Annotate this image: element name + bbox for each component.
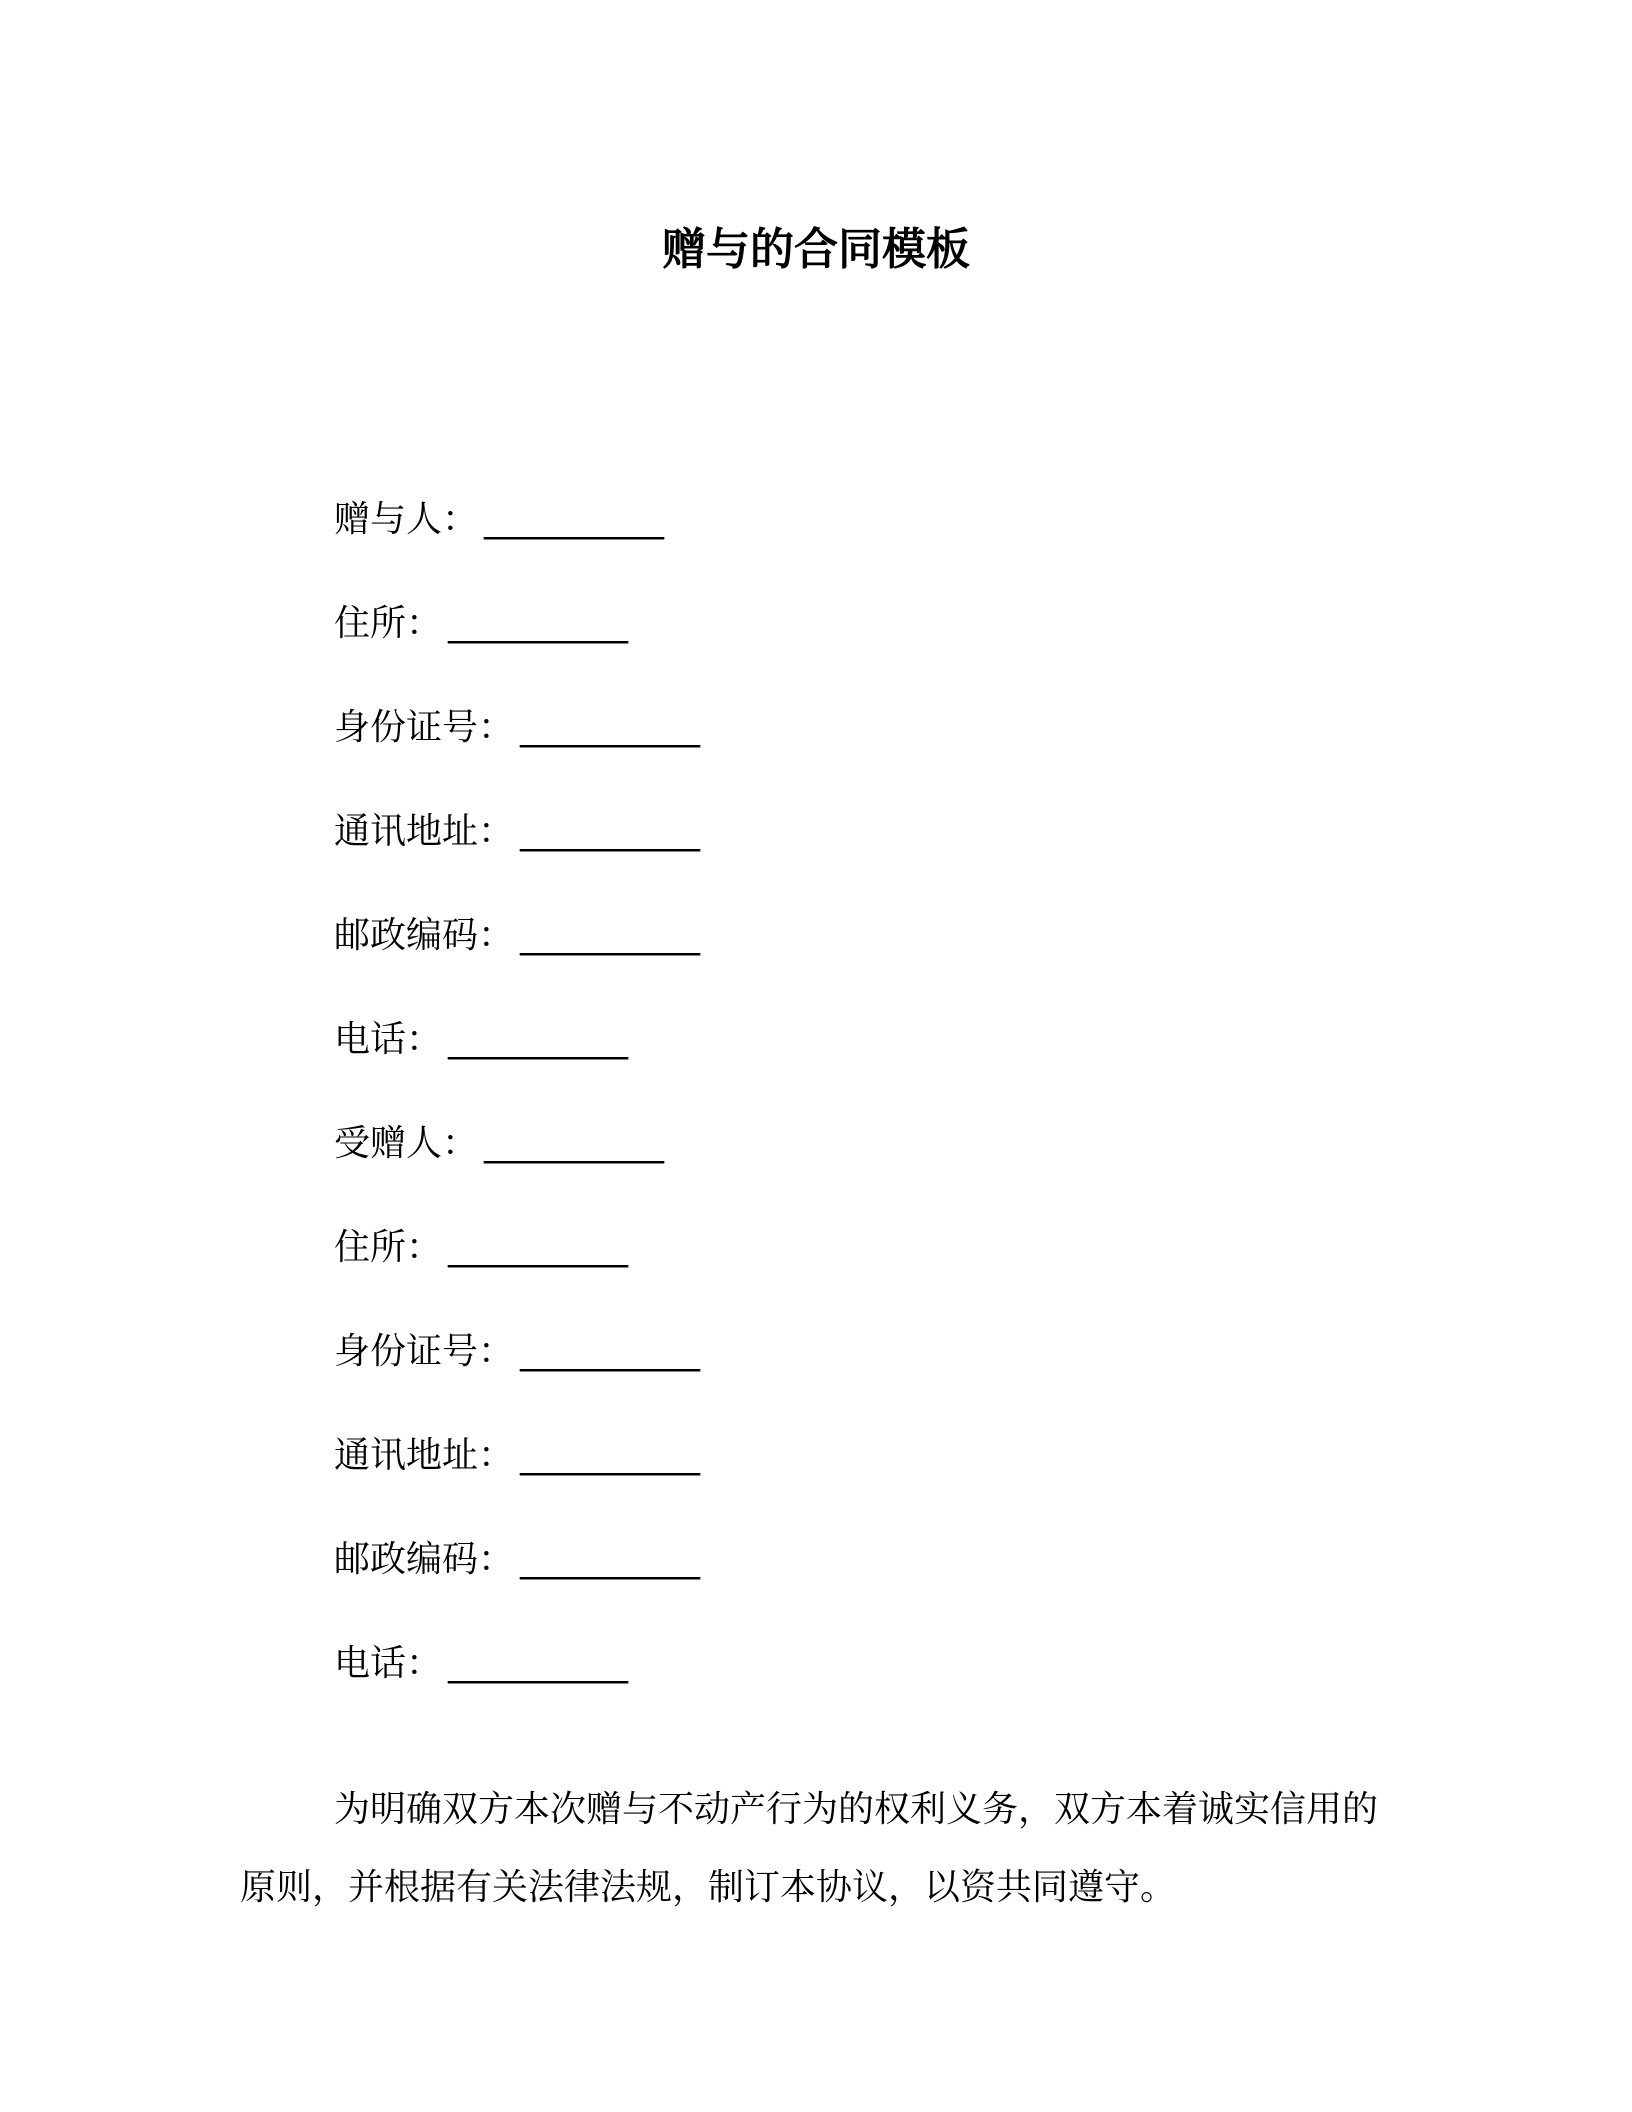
- party-fields: [334, 492, 1434, 1740]
- donor-phone-row: [334, 1012, 1434, 1116]
- fill-in-blank: __________: [520, 811, 701, 852]
- fill-in-blank: __________: [520, 707, 701, 748]
- intro-paragraph: 为明确双方本次赠与不动产行为的权利义务，双方本着诚实信用的原则，并根据有关法律法规，制订本协议，以资共同遵守。: [240, 1789, 1379, 1908]
- field-label: 住所：: [334, 1227, 443, 1268]
- field-label: 受赠人：: [334, 1123, 479, 1164]
- fill-in-blank: __________: [448, 1227, 629, 1268]
- field-label: 身份证号：: [334, 1331, 515, 1372]
- field-label: 电话：: [334, 1643, 443, 1684]
- field-label: 邮政编码：: [334, 1539, 515, 1580]
- donor-id-row: [334, 700, 1434, 804]
- donee-phone-row: [334, 1636, 1434, 1740]
- fill-in-blank: __________: [520, 1539, 701, 1580]
- fill-in-blank: __________: [520, 1331, 701, 1372]
- donee-address-row: [334, 1220, 1434, 1324]
- field-label: 赠与人：: [334, 499, 479, 540]
- field-label: 邮政编码：: [334, 915, 515, 956]
- fill-in-blank: __________: [484, 499, 665, 540]
- donor-name-row: [334, 492, 1434, 596]
- donee-mailing-address-row: [334, 1428, 1434, 1532]
- field-label: 通讯地址：: [334, 1435, 515, 1476]
- fill-in-blank: __________: [484, 1123, 665, 1164]
- field-label: 通讯地址：: [334, 811, 515, 852]
- donee-postcode-row: [334, 1532, 1434, 1636]
- fill-in-blank: __________: [448, 1019, 629, 1060]
- donee-id-row: [334, 1324, 1434, 1428]
- donor-address-row: [334, 596, 1434, 700]
- fill-in-blank: __________: [448, 1643, 629, 1684]
- donor-postcode-row: [334, 908, 1434, 1012]
- document-title: 赠与的合同模板: [662, 224, 970, 275]
- fill-in-blank: __________: [520, 1435, 701, 1476]
- field-label: 住所：: [334, 603, 443, 644]
- donor-mailing-address-row: [334, 804, 1434, 908]
- fill-in-blank: __________: [448, 603, 629, 644]
- field-label: 身份证号：: [334, 707, 515, 748]
- donee-name-row: [334, 1116, 1434, 1220]
- fill-in-blank: __________: [520, 915, 701, 956]
- field-label: 电话：: [334, 1019, 443, 1060]
